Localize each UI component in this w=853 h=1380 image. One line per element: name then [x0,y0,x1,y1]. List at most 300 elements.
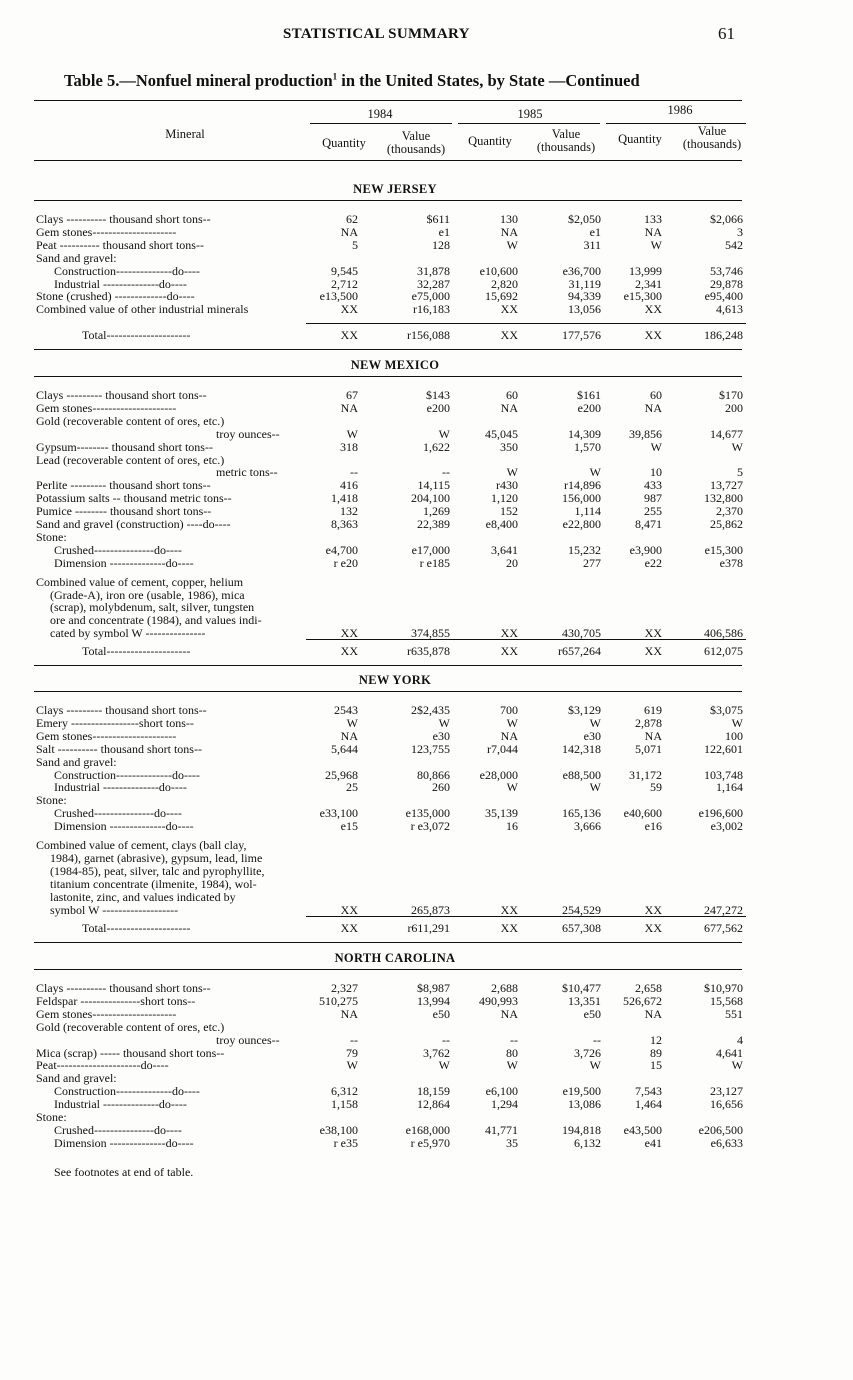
year-header-1984: 1984 [367,107,393,121]
cell-c4: XX [644,921,662,935]
cell-c4: 255 [644,504,662,519]
cell-c2: 80 [506,1045,518,1060]
cell-c2: e6,100 [485,1084,518,1099]
cell-c4: 8,471 [635,517,662,531]
cell-c2: NA [500,400,518,415]
cell-c0: 1,158 [331,1097,358,1112]
cell-c0: 8,363 [331,517,358,531]
table-row [0,839,853,852]
row-label: Sand and gravel: [36,755,117,769]
table-row [0,704,853,717]
state-rule [34,200,742,201]
cell-c5: 15,568 [710,993,743,1008]
cell-c1: $611 [426,212,450,226]
cell-c2: XX [500,902,518,917]
cell-c5: W [731,1058,743,1073]
cell-c0: -- [350,1032,358,1047]
table-row [0,756,853,769]
cell-c0: 9,545 [331,263,358,278]
cell-c4: 2,658 [635,981,662,995]
cell-c0: W [346,715,358,730]
cell-c2: 20 [506,555,518,570]
cell-c1: W [438,1058,450,1073]
cell-c1: e30 [432,728,450,743]
table-row [0,213,853,226]
table-row [0,904,853,917]
cell-c2: 350 [500,439,518,454]
cell-c3: W [589,465,601,480]
cell-c0: e15 [340,819,358,834]
cell-c3: e36,700 [562,263,601,278]
cell-c5: 25,862 [710,517,743,531]
cell-c5: 4,613 [716,302,743,317]
cell-c3: e88,500 [562,767,601,782]
cell-c0: 5 [352,237,358,252]
cell-c0: W [346,426,358,441]
cell-c1: e75,000 [411,289,450,304]
table-row [0,820,853,833]
row-label: Crushed---------------do---- [54,1123,182,1137]
table-row [0,891,853,904]
cell-c3: 277 [583,555,601,570]
cell-c2: 2,688 [491,981,518,995]
cell-c3: $161 [577,388,601,402]
table-row [0,717,853,730]
cell-c4: 10 [650,465,662,480]
cell-c3: e30 [583,728,601,743]
cell-c5: 247,272 [704,902,743,917]
cell-c2: W [506,780,518,795]
row-label: Stone: [36,794,67,808]
row-label: Clays ---------- thousand short tons-- [36,213,211,226]
cell-c0: r e35 [333,1135,358,1150]
footnote: See footnotes at end of table. [54,1165,194,1179]
cell-c3: 1,570 [574,439,601,454]
cell-c5: 2,370 [716,504,743,519]
cell-c1: r635,878 [407,644,450,658]
cell-c0: e13,500 [319,289,358,304]
cell-c0: XX [340,902,358,917]
cell-c3: 156,000 [562,491,601,506]
cell-c5: e206,500 [698,1122,743,1137]
table-row [0,1008,853,1021]
cell-c0: XX [340,921,358,935]
table-row [0,428,853,441]
row-label: Gold (recoverable content of ores, etc.) [36,414,225,428]
cell-c4: NA [644,728,662,743]
cell-c3: $10,477 [562,981,601,995]
cell-c1: 32,287 [417,276,450,291]
cell-c2: XX [500,626,518,641]
year-rule-1984 [310,123,452,124]
cell-c3: 13,086 [568,1097,601,1112]
cell-c2: XX [500,644,518,658]
cell-c2: NA [500,224,518,239]
header-bottom-rule [34,160,742,161]
col-value-1984: Value (thousands) [386,129,446,156]
cell-c1: -- [442,1032,450,1047]
row-label: Potassium salts -- thousand metric tons-- [36,492,232,506]
row-label: titanium concentrate (ilmenite, 1984), wol- [50,877,257,891]
cell-c4: 12 [650,1032,662,1047]
row-label: Peat---------------------do---- [36,1059,169,1073]
cell-c4: e3,900 [629,542,662,557]
state-heading: NEW JERSEY [353,182,437,196]
table-row [0,1021,853,1034]
cell-c2: NA [500,1006,518,1021]
cell-c3: 31,119 [568,276,601,291]
cell-c1: 265,873 [411,902,450,917]
cell-c2: 490,993 [479,993,518,1008]
row-label: Clays ---------- thousand short tons-- [36,982,211,995]
cell-c1: r156,088 [407,328,450,342]
cell-c1: 2$2,435 [411,703,450,717]
year-header-1985: 1985 [517,107,543,121]
cell-c2: 35 [506,1135,518,1150]
cell-c4: 133 [644,212,662,226]
row-label: Total--------------------- [82,329,191,342]
cell-c3: 142,318 [562,741,601,756]
cell-c0: 318 [340,439,358,454]
cell-c1: r611,291 [407,921,450,935]
cell-c5: 16,656 [710,1097,743,1112]
cell-c0: XX [340,644,358,658]
cell-c5: 406,586 [704,626,743,641]
cell-c3: r14,896 [564,478,601,493]
cell-c1: e1 [438,224,450,239]
row-label: ore and concentrate (1984), and values indi- [50,614,262,628]
cell-c3: 177,576 [562,328,601,342]
col-value-1986: Value (thousands) [682,124,742,151]
total-row [0,922,853,935]
cell-c2: 16 [506,819,518,834]
row-label: Clays --------- thousand short tons-- [36,389,207,402]
cell-c3: e22,800 [562,517,601,531]
row-label: Salt ---------- thousand short tons-- [36,742,202,756]
header-top-rule [34,100,742,101]
cell-c0: XX [340,626,358,641]
cell-c3: e50 [583,1006,601,1021]
col-quantity-1986: Quantity [618,132,662,146]
row-label: Dimension --------------do---- [54,1136,194,1150]
cell-c4: 1,464 [635,1097,662,1112]
row-label: Industrial --------------do---- [54,1098,187,1112]
cell-c2: 45,045 [485,426,518,441]
table-row [0,1124,853,1137]
cell-c1: W [438,715,450,730]
cell-c3: 254,529 [562,902,601,917]
table-row [0,852,853,865]
cell-c2: W [506,237,518,252]
state-heading: NEW MEXICO [350,358,440,372]
cell-c5: 53,746 [710,263,743,278]
cell-c0: e33,100 [319,806,358,821]
cell-c4: e15,300 [623,289,662,304]
cell-c2: XX [500,921,518,935]
page-number: 61 [718,24,735,43]
table-row [0,252,853,265]
cell-c4: W [650,439,662,454]
total-row [0,329,853,342]
cell-c4: 433 [644,478,662,493]
table-row [0,454,853,467]
cell-c1: 14,115 [417,478,450,493]
cell-c5: $3,075 [710,703,743,717]
cell-c2: 3,641 [491,542,518,557]
cell-c5: $170 [719,388,743,402]
row-label: symbol W ------------------- [50,903,179,917]
table-title: Table 5.—Nonfuel mineral production$^1$ in the United States, by State —Continued [64,71,640,90]
cell-c4: e43,500 [623,1122,662,1137]
cell-c4: W [650,237,662,252]
cell-c2: 2,820 [491,276,518,291]
cell-c1: 1,269 [423,504,450,519]
cell-c0: e38,100 [319,1122,358,1137]
cell-c3: W [589,715,601,730]
cell-c2: 1,120 [491,491,518,506]
cell-c0: 79 [346,1045,358,1060]
row-label: Industrial --------------do---- [54,781,187,795]
cell-c4: XX [644,328,662,342]
cell-c1: 31,878 [417,263,450,278]
row-label: Combined value of cement, clays (ball clay, [36,839,247,852]
cell-c5: W [731,439,743,454]
cell-c5: 677,562 [704,921,743,935]
cell-c3: 13,056 [568,302,601,317]
row-label: Gold (recoverable content of ores, etc.) [36,1020,225,1034]
cell-c2: e10,600 [479,263,518,278]
cell-c2: W [506,465,518,480]
row-label: Perlite --------- thousand short tons-- [36,479,211,493]
cell-c5: $10,970 [704,981,743,995]
cell-c4: 39,856 [629,426,662,441]
cell-c0: 5,644 [331,741,358,756]
cell-c4: 15 [650,1058,662,1073]
row-label: Dimension --------------do---- [54,556,194,570]
cell-c3: 311 [583,237,601,252]
cell-c1: e168,000 [405,1122,450,1137]
cell-c0: r e20 [333,555,358,570]
cell-c5: e196,600 [698,806,743,821]
cell-c1: 18,159 [417,1084,450,1099]
row-label: troy ounces-- [216,1033,280,1047]
state-rule [34,376,742,377]
cell-c0: W [346,1058,358,1073]
cell-c3: 15,232 [568,542,601,557]
cell-c4: 89 [650,1045,662,1060]
col-quantity-1984: Quantity [322,136,366,150]
table-row [0,441,853,454]
cell-c0: 1,418 [331,491,358,506]
table-row [0,865,853,878]
cell-c2: XX [500,328,518,342]
state-heading: NORTH CAROLINA [334,951,456,965]
cell-c0: XX [340,328,358,342]
cell-c5: 551 [725,1006,743,1021]
row-label: Construction--------------do---- [54,768,200,782]
cell-c5: 4,641 [716,1045,743,1060]
cell-c4: NA [644,1006,662,1021]
cell-c5: e6,633 [710,1135,743,1150]
cell-c0: 510,275 [319,993,358,1008]
table-row [0,730,853,743]
cell-c4: 5,071 [635,741,662,756]
cell-c0: 25 [346,780,358,795]
row-label: Sand and gravel: [36,1072,117,1086]
cell-c2: 15,692 [485,289,518,304]
cell-c5: 103,748 [704,767,743,782]
table-row [0,601,853,614]
cell-c3: W [589,1058,601,1073]
cell-c5: 122,601 [704,741,743,756]
year-rule-1985 [458,123,600,124]
cell-c0: -- [350,465,358,480]
cell-c0: 25,968 [325,767,358,782]
row-label: Dimension --------------do---- [54,820,194,834]
table-row [0,1034,853,1047]
cell-c3: $3,129 [568,703,601,717]
row-label: Total--------------------- [82,922,191,935]
cell-c5: e15,300 [704,542,743,557]
col-quantity-1985: Quantity [468,134,512,148]
cell-c5: 1,164 [716,780,743,795]
row-label: cated by symbol W --------------- [50,627,206,641]
cell-c4: e40,600 [623,806,662,821]
cell-c1: r e5,970 [410,1135,450,1150]
table-row [0,303,853,316]
col-value-1985: Value (thousands) [536,127,596,154]
cell-c5: e3,002 [710,819,743,834]
cell-c1: $143 [426,388,450,402]
cell-c3: 3,666 [574,819,601,834]
row-label: Gem stones--------------------- [36,225,177,239]
table-row [0,781,853,794]
cell-c5: 132,800 [704,491,743,506]
cell-c5: 4 [737,1032,743,1047]
section-bottom-rule [34,665,742,666]
cell-c1: 13,994 [417,993,450,1008]
cell-c5: 29,878 [710,276,743,291]
row-label: Construction--------------do---- [54,1085,200,1099]
table-row [0,1059,853,1072]
cell-c2: 35,139 [485,806,518,821]
row-label: Stone: [36,1111,67,1124]
cell-c4: XX [644,302,662,317]
state-heading: NEW YORK [358,673,432,687]
cell-c4: 2,878 [635,715,662,730]
row-label: Gem stones--------------------- [36,401,177,415]
table-row [0,1047,853,1060]
cell-c4: 13,999 [629,263,662,278]
cell-c4: XX [644,644,662,658]
row-label: Gem stones--------------------- [36,729,177,743]
cell-c4: 60 [650,388,662,402]
cell-c3: e200 [577,400,601,415]
table-row [0,995,853,1008]
cell-c4: e41 [644,1135,662,1150]
cell-c5: 186,248 [704,328,743,342]
total-top-rule [306,916,746,917]
cell-c1: 374,855 [411,626,450,641]
cell-c5: e95,400 [704,289,743,304]
cell-c2: NA [500,728,518,743]
table-row [0,544,853,557]
cell-c0: 6,312 [331,1084,358,1099]
row-label: 1984), garnet (abrasive), gypsum, lead, lime [50,851,263,865]
row-label: Stone (crushed) -------------do---- [36,290,195,304]
cell-c1: 204,100 [411,491,450,506]
row-label: Crushed---------------do---- [54,807,182,821]
cell-c2: W [506,1058,518,1073]
cell-c3: 657,308 [562,921,601,935]
cell-c4: 987 [644,491,662,506]
cell-c3: r657,264 [558,644,601,658]
cell-c1: r16,183 [413,302,450,317]
cell-c5: 200 [725,400,743,415]
cell-c4: 31,172 [629,767,662,782]
cell-c3: 165,136 [562,806,601,821]
total-top-rule [306,323,746,324]
cell-c0: 2,327 [331,981,358,995]
cell-c3: 94,339 [568,289,601,304]
table-row [0,878,853,891]
row-label: Combined value of cement, copper, helium [36,575,244,589]
row-label: Construction--------------do---- [54,264,200,278]
cell-c2: 700 [500,703,518,717]
cell-c4: 7,543 [635,1084,662,1099]
cell-c1: 80,866 [417,767,450,782]
col-mineral-header: Mineral [165,127,205,141]
cell-c0: 2543 [334,703,358,717]
table-row [0,1137,853,1150]
row-label: Mica (scrap) ----- thousand short tons-- [36,1046,225,1060]
cell-c1: -- [442,465,450,480]
cell-c1: 3,762 [423,1045,450,1060]
cell-c4: e22 [644,555,662,570]
cell-c4: 59 [650,780,662,795]
running-title: STATISTICAL SUMMARY [283,26,470,42]
year-header-1986: 1986 [667,103,693,117]
cell-c4: NA [644,400,662,415]
row-label: Crushed---------------do---- [54,543,182,557]
cell-c3: 13,351 [568,993,601,1008]
cell-c0: 2,712 [331,276,358,291]
cell-c5: 5 [737,465,743,480]
cell-c3: 194,818 [562,1122,601,1137]
cell-c1: W [438,426,450,441]
row-label: Lead (recoverable content of ores, etc.) [36,453,225,467]
cell-c2: 1,294 [491,1097,518,1112]
cell-c1: 260 [432,780,450,795]
cell-c2: r430 [496,478,518,493]
cell-c2: 41,771 [485,1122,518,1137]
row-label: Feldspar ---------------short tons-- [36,994,196,1008]
cell-c3: 430,705 [562,626,601,641]
table-row [0,743,853,756]
cell-c3: W [589,780,601,795]
cell-c1: 123,755 [411,741,450,756]
cell-c3: 1,114 [574,504,601,519]
cell-c1: 22,389 [417,517,450,531]
cell-c3: 3,726 [574,1045,601,1060]
cell-c4: 2,341 [635,276,662,291]
cell-c1: e135,000 [405,806,450,821]
cell-c0: NA [340,1006,358,1021]
cell-c0: XX [340,302,358,317]
table-row [0,239,853,252]
cell-c3: $2,050 [568,212,601,226]
row-label: Clays --------- thousand short tons-- [36,704,207,717]
